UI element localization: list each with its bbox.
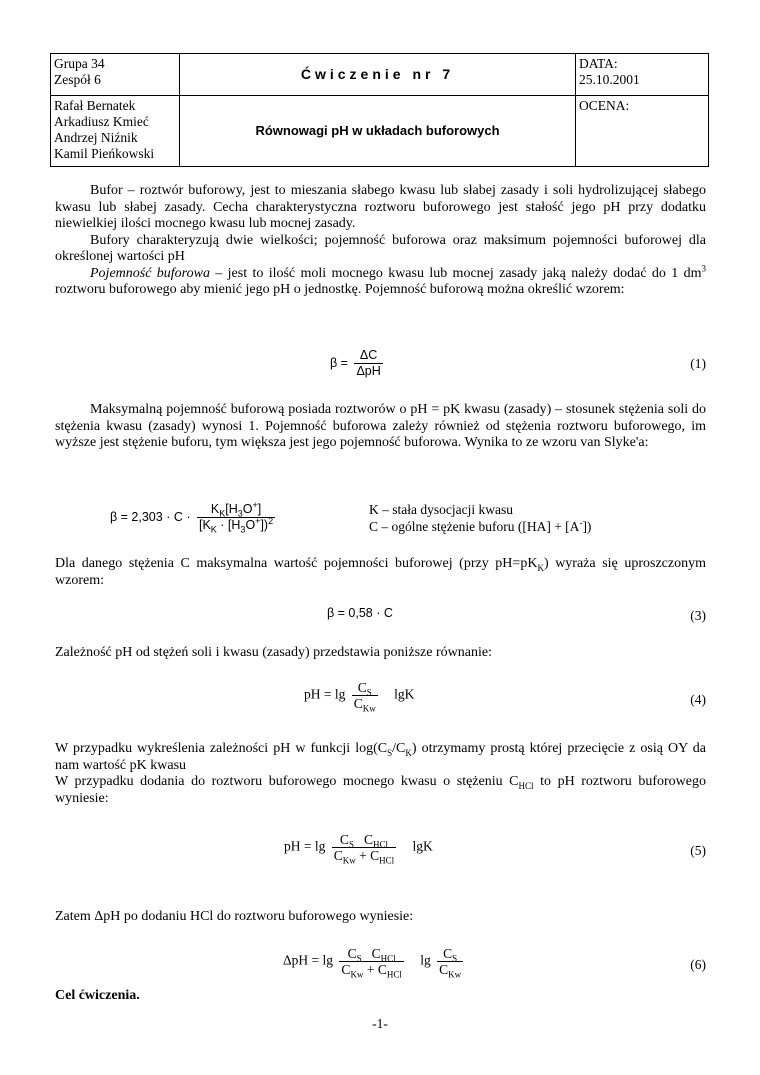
- formula-van-slyke: β = 2,303 · C · $\frac{K_K[H_3O^+]}{[K_K \cdot [H_3O^+])^2}$: [110, 499, 274, 535]
- team-label: Zespół 6: [54, 72, 101, 87]
- exercise-title: Ćwiczenie nr 7: [300, 66, 455, 82]
- header-table: [50, 53, 709, 167]
- exercise-title-cell: [180, 54, 576, 96]
- paragraph-buffer-definition: Bufor – roztwór buforowy, jest to mieszania słabego kwasu lub słabej zasady i soli hydrolizującej słabego kwasu lub słabej zasady. Cecha charakterystyczna roztworu buforowego jest stałość jego pH przy dodatku niewielkiej ilości mocnego kwasu lub mocnej zasady.: [55, 183, 706, 231]
- date-value: 25.10.2001: [579, 72, 640, 87]
- paragraph-buffer-properties: Bufory charakteryzują dwie wielkości; pojemność buforowa oraz maksimum pojemności buforowej dla określonej wartości pH: [55, 232, 706, 264]
- group-label: Grupa 34: [54, 56, 105, 71]
- equation-number-5: (5): [690, 843, 706, 858]
- formula-3: β = 0,58 · C: [327, 606, 393, 620]
- formula-6: ΔpH = lg $C_S$ $C_{HCl}$ $C_{Kw} + C_{HCl}$ lg $C_S$ $C_{Kw}$: [283, 946, 462, 980]
- page-number: -1-: [372, 1016, 388, 1031]
- plot-section: [55, 741, 706, 807]
- formula-4: pH = lg $C_S$ $C_{Kw}$ lgK: [304, 680, 415, 714]
- section-heading-goal: Cel ćwiczenia.: [55, 988, 140, 1003]
- date-cell: [576, 54, 709, 96]
- equation-number-6: (6): [690, 957, 706, 972]
- formula-1: β = ΔC ΔpH: [330, 348, 381, 378]
- equation-number-3: (3): [690, 608, 706, 623]
- formula-5: pH = lg $C_S$ $C_{HCl}$ $C_{Kw} + C_{HCl}$ lgK: [284, 832, 433, 866]
- equation-number-4: (4): [690, 692, 706, 707]
- grade-cell: [576, 96, 709, 167]
- group-cell: [51, 54, 180, 96]
- topic-title: Równowagi pH w układach buforowych: [255, 123, 500, 138]
- note-total-concentration: C – ogólne stężenie buforu ([HA] + [A-]): [369, 517, 592, 534]
- paragraph-plot: W przypadku wykreślenia zależności pH w funkcji $\log(C_S/C_K)$ otrzymamy prostą której przecięcie z osią OY da nam wartość pK kwasu: [55, 741, 706, 773]
- author-name: Kamil Pieńkowski: [54, 146, 155, 161]
- intro-section: [55, 183, 706, 299]
- paragraph-dependence: Zależność pH od stężeń soli i kwasu (zasady) przedstawia poniższe równanie:: [55, 645, 492, 660]
- paragraph-delta-ph: Zatem ΔpH po dodaniu HCl do roztworu buforowego wyniesie:: [55, 909, 414, 924]
- paragraph-simplified: Dla danego stężenia C maksymalna wartość pojemności buforowej (przy $pH=pK_K$) wyraża się uproszczonym wzorem:: [55, 556, 706, 588]
- paragraph-max-capacity: Maksymalną pojemność buforową posiada roztworów o pH = pK kwasu (zasady) – stosunek stężenia soli do stężenia kwasu (zasady) wynosi 1. Pojemność buforowa zależy również od stężenia roztworu buforowego, im wyższe jest stężenie buforu, tym większa jest jego pojemność buforowa. Wynika to ze wzoru van Slyke'a:: [55, 402, 706, 450]
- note-dissociation-constant: K – stała dysocjacji kwasu: [369, 502, 513, 517]
- author-name: Arkadiusz Kmieć: [54, 114, 149, 129]
- paragraph-buffer-capacity: Pojemność buforowa – jest to ilość moli mocnego kwasu lub mocnej zasady jaką należy dodać do 1 $dm^3$ roztworu buforowego aby mienić jego pH o jednostkę. Pojemność buforową można określić wzorem:: [55, 262, 706, 297]
- author-name: Andrzej Niźnik: [54, 130, 138, 145]
- date-label: DATA:: [579, 56, 618, 71]
- term-buffer-capacity: Pojemność buforowa: [90, 265, 210, 281]
- topic-cell: [180, 96, 576, 167]
- paragraph-strong-acid: W przypadku dodania do roztworu buforowego mocnego kwasu o stężeniu $C_{HCl}$ to pH roztworu buforowego wyniesie:: [55, 774, 707, 806]
- authors-cell: [51, 96, 180, 167]
- author-name: Rafał Bernatek: [54, 98, 136, 113]
- equation-number-1: (1): [690, 356, 706, 371]
- grade-label: OCENA:: [579, 98, 630, 113]
